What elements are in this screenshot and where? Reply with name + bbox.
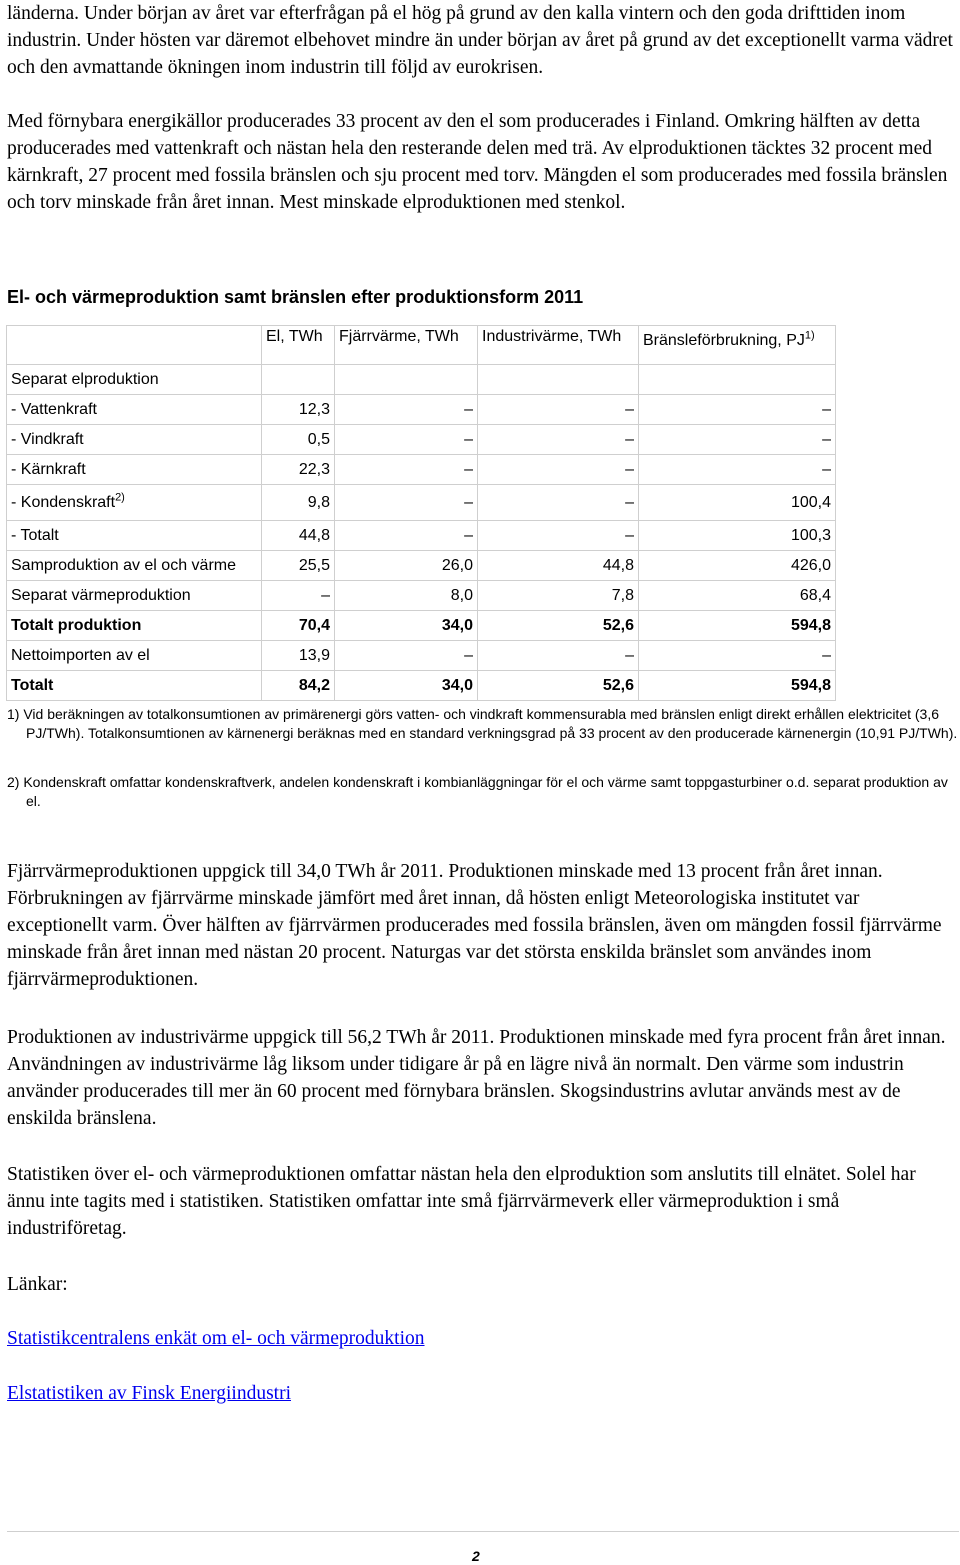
cell-fjarrvarme [335,365,478,395]
row-label: Totalt produktion [7,611,262,641]
cell-el: 70,4 [262,611,335,641]
row-label-text: - Kondenskraft [11,493,116,511]
links-heading: Länkar: [7,1274,68,1295]
table-row [7,425,836,455]
page-number: 2 [472,1548,480,1564]
header-el: El, TWh [262,326,335,365]
table-row [7,641,836,671]
table-title: El- och värmeproduktion samt bränslen efter produktionsform 2011 [7,287,584,307]
paragraph-statistics-scope: Statistiken över el- och värmeproduktionen omfattar nästan hela den elproduktion som anslutits till elnätet. Solel har ännu inte tagits med i statistiken. Statistiken omfattar inte små fjärrvärmeverk eller värmeproduktion i små industriföretag. [7,1164,916,1239]
cell-fjarrvarme: – [335,395,478,425]
table-row [7,551,836,581]
cell-fjarrvarme: 34,0 [335,611,478,641]
cell-fjarrvarme: 8,0 [335,581,478,611]
cell-industrivarme: – [478,425,639,455]
cell-el: 13,9 [262,641,335,671]
footer-divider [7,1531,959,1532]
row-label: Samproduktion av el och värme [7,551,262,581]
cell-bransleforbrukning: – [639,425,836,455]
production-table [6,325,836,701]
footnote-1-text: 1) Vid beräkningen av totalkonsumtionen av primärenergi görs vatten- och vindkraft kommensurabla med bränslen enligt direkt erhållen elektricitet (3,6 PJ/TWh). Totalkonsumtionen av kärnenergi beräknas med en standard verkningsgrad på 33 procent av den producerade kärnenergin (10,91 PJ/TWh). [7,706,958,741]
row-label: - Vindkraft [7,425,262,455]
paragraph-district-heating: Fjärrvärmeproduktionen uppgick till 34,0 TWh år 2011. Produktionen minskade med 13 procent från året innan. Förbrukningen av fjärrvärme minskade jämfört med året innan, då hösten enligt Meteorologiska institutet var exceptionellt varm. Över hälften av fjärrvärmen producerades med fossila bränslen, även om mängden fossil fjärrvärme minskade från året innan med nästan 20 procent. Naturgas var det största enskilda bränslet som användes inom fjärrvärmeproduktionen. [7,861,942,990]
table-row [7,581,836,611]
paragraph-industrial-heat: Produktionen av industrivärme uppgick till 56,2 TWh år 2011. Produktionen minskade med fyra procent från året innan. Användningen av industrivärme låg liksom under tidigare år på en lägre nivå än normalt. Den värme som industrin använder producerades till mer än 60 procent med förnybara bränslen. Skogsindustrins avlutar används mest av de enskilda bränslena. [7,1027,946,1129]
row-label: - Vattenkraft [7,395,262,425]
cell-bransleforbrukning: – [639,641,836,671]
cell-el: 44,8 [262,521,335,551]
row-label: Separat elproduktion [7,365,262,395]
cell-fjarrvarme: – [335,521,478,551]
header-empty-cell [7,326,262,365]
cell-bransleforbrukning: 68,4 [639,581,836,611]
footnote-1 [7,705,959,743]
cell-fjarrvarme: – [335,425,478,455]
row-label [7,485,262,521]
footnote-2-text: 2) Kondenskraft omfattar kondenskraftverk, andelen kondenskraft i kombianläggningar för el och värme samt toppgasturbiner o.d. separat produktion av el. [7,774,948,809]
header-bransleforbrukning [639,326,836,365]
cell-bransleforbrukning: 426,0 [639,551,836,581]
row-label: Separat värmeproduktion [7,581,262,611]
cell-fjarrvarme: – [335,485,478,521]
cell-el: 9,8 [262,485,335,521]
row-label: Nettoimporten av el [7,641,262,671]
cell-bransleforbrukning: – [639,395,836,425]
header-bransleforbrukning-label: Bränsleförbrukning, PJ [643,332,805,349]
cell-el: 22,3 [262,455,335,485]
cell-industrivarme: 44,8 [478,551,639,581]
cell-industrivarme: – [478,485,639,521]
cell-industrivarme: – [478,455,639,485]
footnote-2 [7,773,959,811]
cell-industrivarme: – [478,395,639,425]
cell-industrivarme: 52,6 [478,671,639,701]
header-fjarrvarme: Fjärrvärme, TWh [335,326,478,365]
table-row [7,485,836,521]
table-row [7,611,836,641]
link-statistikcentralen-survey[interactable]: Statistikcentralens enkät om el- och värmeproduktion [7,1328,425,1349]
cell-industrivarme: 52,6 [478,611,639,641]
cell-fjarrvarme: – [335,641,478,671]
table-row [7,521,836,551]
cell-fjarrvarme: 26,0 [335,551,478,581]
header-footnote-marker: 1) [804,329,815,342]
cell-el: 25,5 [262,551,335,581]
cell-el [262,365,335,395]
cell-bransleforbrukning [639,365,836,395]
paragraph-renewable-share: Med förnybara energikällor producerades 33 procent av den el som producerades i Finland. Omkring hälften av detta producerades med vattenkraft och nästan hela den resterande delen med trä. Av elproduktionen täcktes 32 procent med kärnkraft, 27 procent med fossila bränslen och sju procent med torv. Mängden el som producerades med fossila bränslen och torv minskade från året innan. Mest minskade elproduktionen med stenkol. [7,111,948,213]
cell-bransleforbrukning: 594,8 [639,671,836,701]
link-finsk-energiindustri[interactable]: Elstatistiken av Finsk Energiindustri [7,1383,291,1404]
cell-bransleforbrukning: 100,4 [639,485,836,521]
cell-industrivarme: – [478,521,639,551]
table-row [7,671,836,701]
cell-industrivarme: – [478,641,639,671]
header-industrivarme: Industrivärme, TWh [478,326,639,365]
link-paragraph-2 [7,1380,957,1407]
table-row [7,365,836,395]
row-label: Totalt [7,671,262,701]
link-paragraph-1 [7,1325,957,1352]
table-header-row [7,326,836,365]
cell-fjarrvarme: 34,0 [335,671,478,701]
cell-el: 0,5 [262,425,335,455]
cell-industrivarme: 7,8 [478,581,639,611]
cell-el: 12,3 [262,395,335,425]
cell-el: 84,2 [262,671,335,701]
row-label: - Kärnkraft [7,455,262,485]
cell-industrivarme [478,365,639,395]
table-row [7,455,836,485]
cell-bransleforbrukning: 594,8 [639,611,836,641]
cell-fjarrvarme: – [335,455,478,485]
cell-el: – [262,581,335,611]
row-label: - Totalt [7,521,262,551]
table-row [7,395,836,425]
paragraph-electricity-demand: länderna. Under början av året var efterfrågan på el hög på grund av den kalla vintern och den goda drifttiden inom industrin. Under hösten var däremot elbehovet mindre än under början av året på grund av det exceptionellt varma vädret och den avmattande ökningen inom industrin till följd av eurokrisen. [7,3,953,78]
cell-bransleforbrukning: 100,3 [639,521,836,551]
cell-bransleforbrukning: – [639,455,836,485]
row-footnote-marker: 2) [115,491,125,504]
